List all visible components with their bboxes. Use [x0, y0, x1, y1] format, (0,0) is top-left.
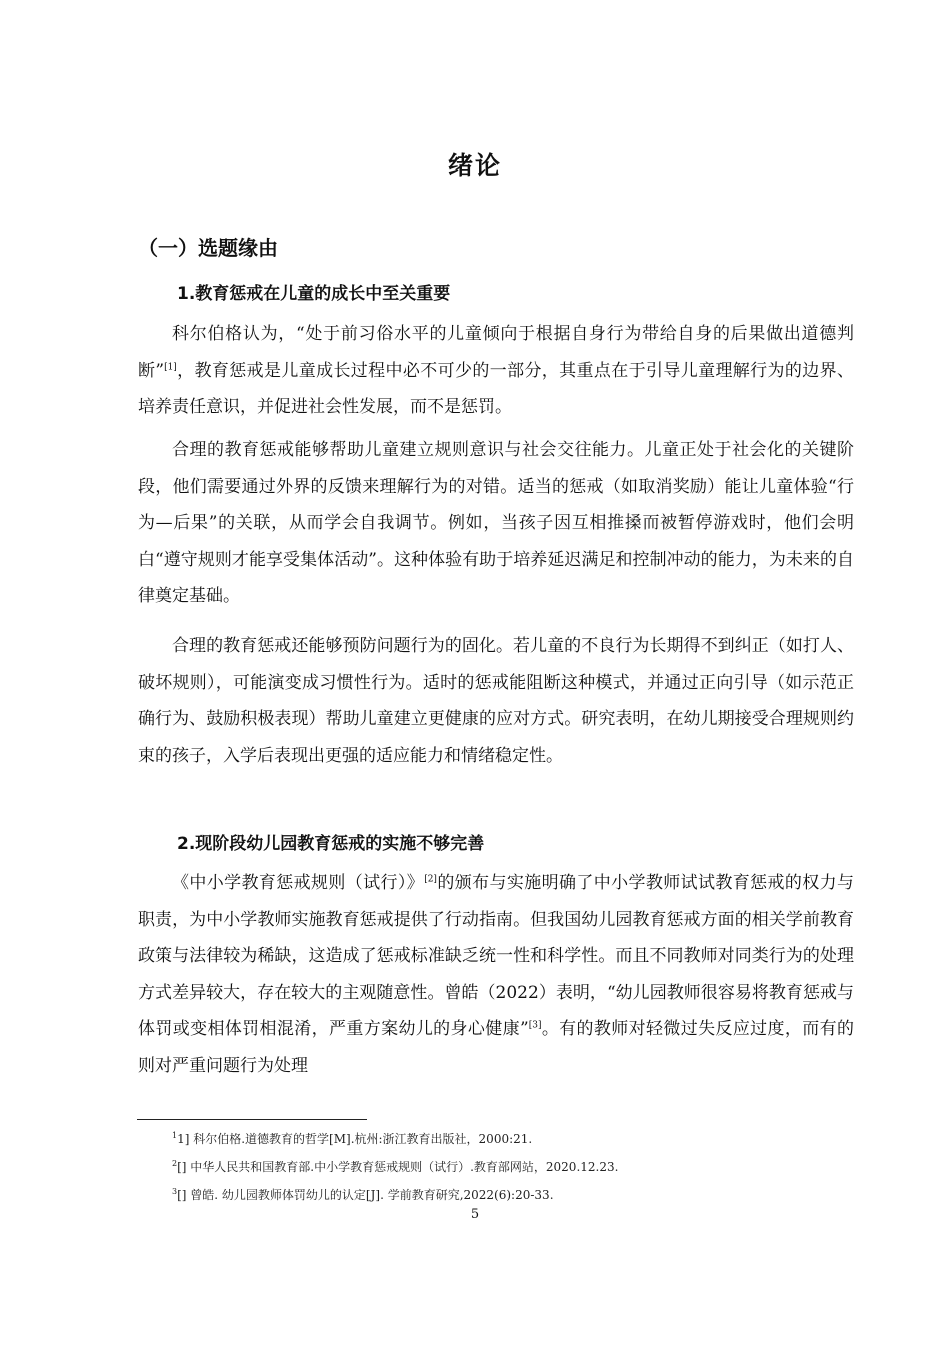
paragraph-1: 科尔伯格认为，“处于前习俗水平的儿童倾向于根据自身行为带给自身的后果做出道德判断”[1]，教育惩戒是儿童成长过程中必不可少的一部分，其重点在于引导儿童理解行为的边界、培养责任意识，并促进社会性发展，而不是惩罚。: [138, 324, 854, 417]
footnote-mark: 1: [172, 1131, 178, 1140]
paragraph-3: 合理的教育惩戒还能够预防问题行为的固化。若儿童的不良行为长期得不到纠正（如打人、破坏规则），可能演变成习惯性行为。适时的惩戒能阻断这种模式，并通过正向引导（如示范正确行为、鼓励积极表现）帮助儿童建立更健康的应对方式。研究表明，在幼儿期接受合理规则约束的孩子，入学后表现出更强的适应能力和情绪稳定性。: [138, 636, 854, 766]
footnote-separator: [137, 1119, 367, 1120]
footnote-3: $^3$[] 曾皓. 幼儿园教师体罚幼儿的认定[J]. 学前教育研究,2022(6):20-33.: [172, 1187, 554, 1202]
footnote-mark: 3: [172, 1187, 178, 1196]
page-number: 5: [470, 1207, 480, 1222]
footnote-2: $^2$[] 中华人民共和国教育部.中小学教育惩戒规则（试行）.教育部网站，2020.12.23.: [172, 1159, 619, 1174]
page-title: 绪论: [447, 151, 502, 180]
paragraph-2: 合理的教育惩戒能够帮助儿童建立规则意识与社会交往能力。儿童正处于社会化的关键阶段，他们需要通过外界的反馈来理解行为的对错。适当的惩戒（如取消奖励）能让儿童体验“行为—后果”的关联，从而学会自我调节。例如，当孩子因互相推搡而被暂停游戏时，他们会明白“遵守规则才能享受集体活动”。这种体验有助于培养延迟满足和控制冲动的能力，为未来的自律奠定基础。: [138, 440, 854, 606]
footnote-mark: 2: [172, 1159, 178, 1168]
subsection-heading-2: 2.现阶段幼儿园教育惩戒的实施不够完善: [177, 834, 485, 854]
citation-ref-3[interactable]: [3]: [528, 1020, 542, 1031]
citation-ref-2[interactable]: [2]: [424, 874, 437, 885]
section-heading: （一）选题缘由: [138, 236, 278, 260]
footnote-1: $^1$1] 科尔伯格.道德教育的哲学[M].杭州:浙江教育出版社，2000:21.: [172, 1131, 533, 1146]
subsection-heading-1: 1.教育惩戒在儿童的成长中至关重要: [177, 284, 451, 304]
citation-ref-1[interactable]: [1]: [164, 361, 177, 372]
paragraph-4: 《中小学教育惩戒规则（试行）》[2]的颁布与实施明确了中小学教师试试教育惩戒的权力与职责，为中小学教师实施教育惩戒提供了行动指南。但我国幼儿园教育惩戒方面的相关学前教育政策与法律较为稀缺，这造成了惩戒标准缺乏统一性和科学性。而且不同教师对同类行为的处理方式差异较大，存在较大的主观随意性。曾皓（2022）表明，“幼儿园教师很容易将教育惩戒与体罚或变相体罚相混淆，严重方案幼儿的身心健康”[3]。有的教师对轻微过失反应过度，而有的则对严重问题行为处理: [138, 873, 855, 1076]
